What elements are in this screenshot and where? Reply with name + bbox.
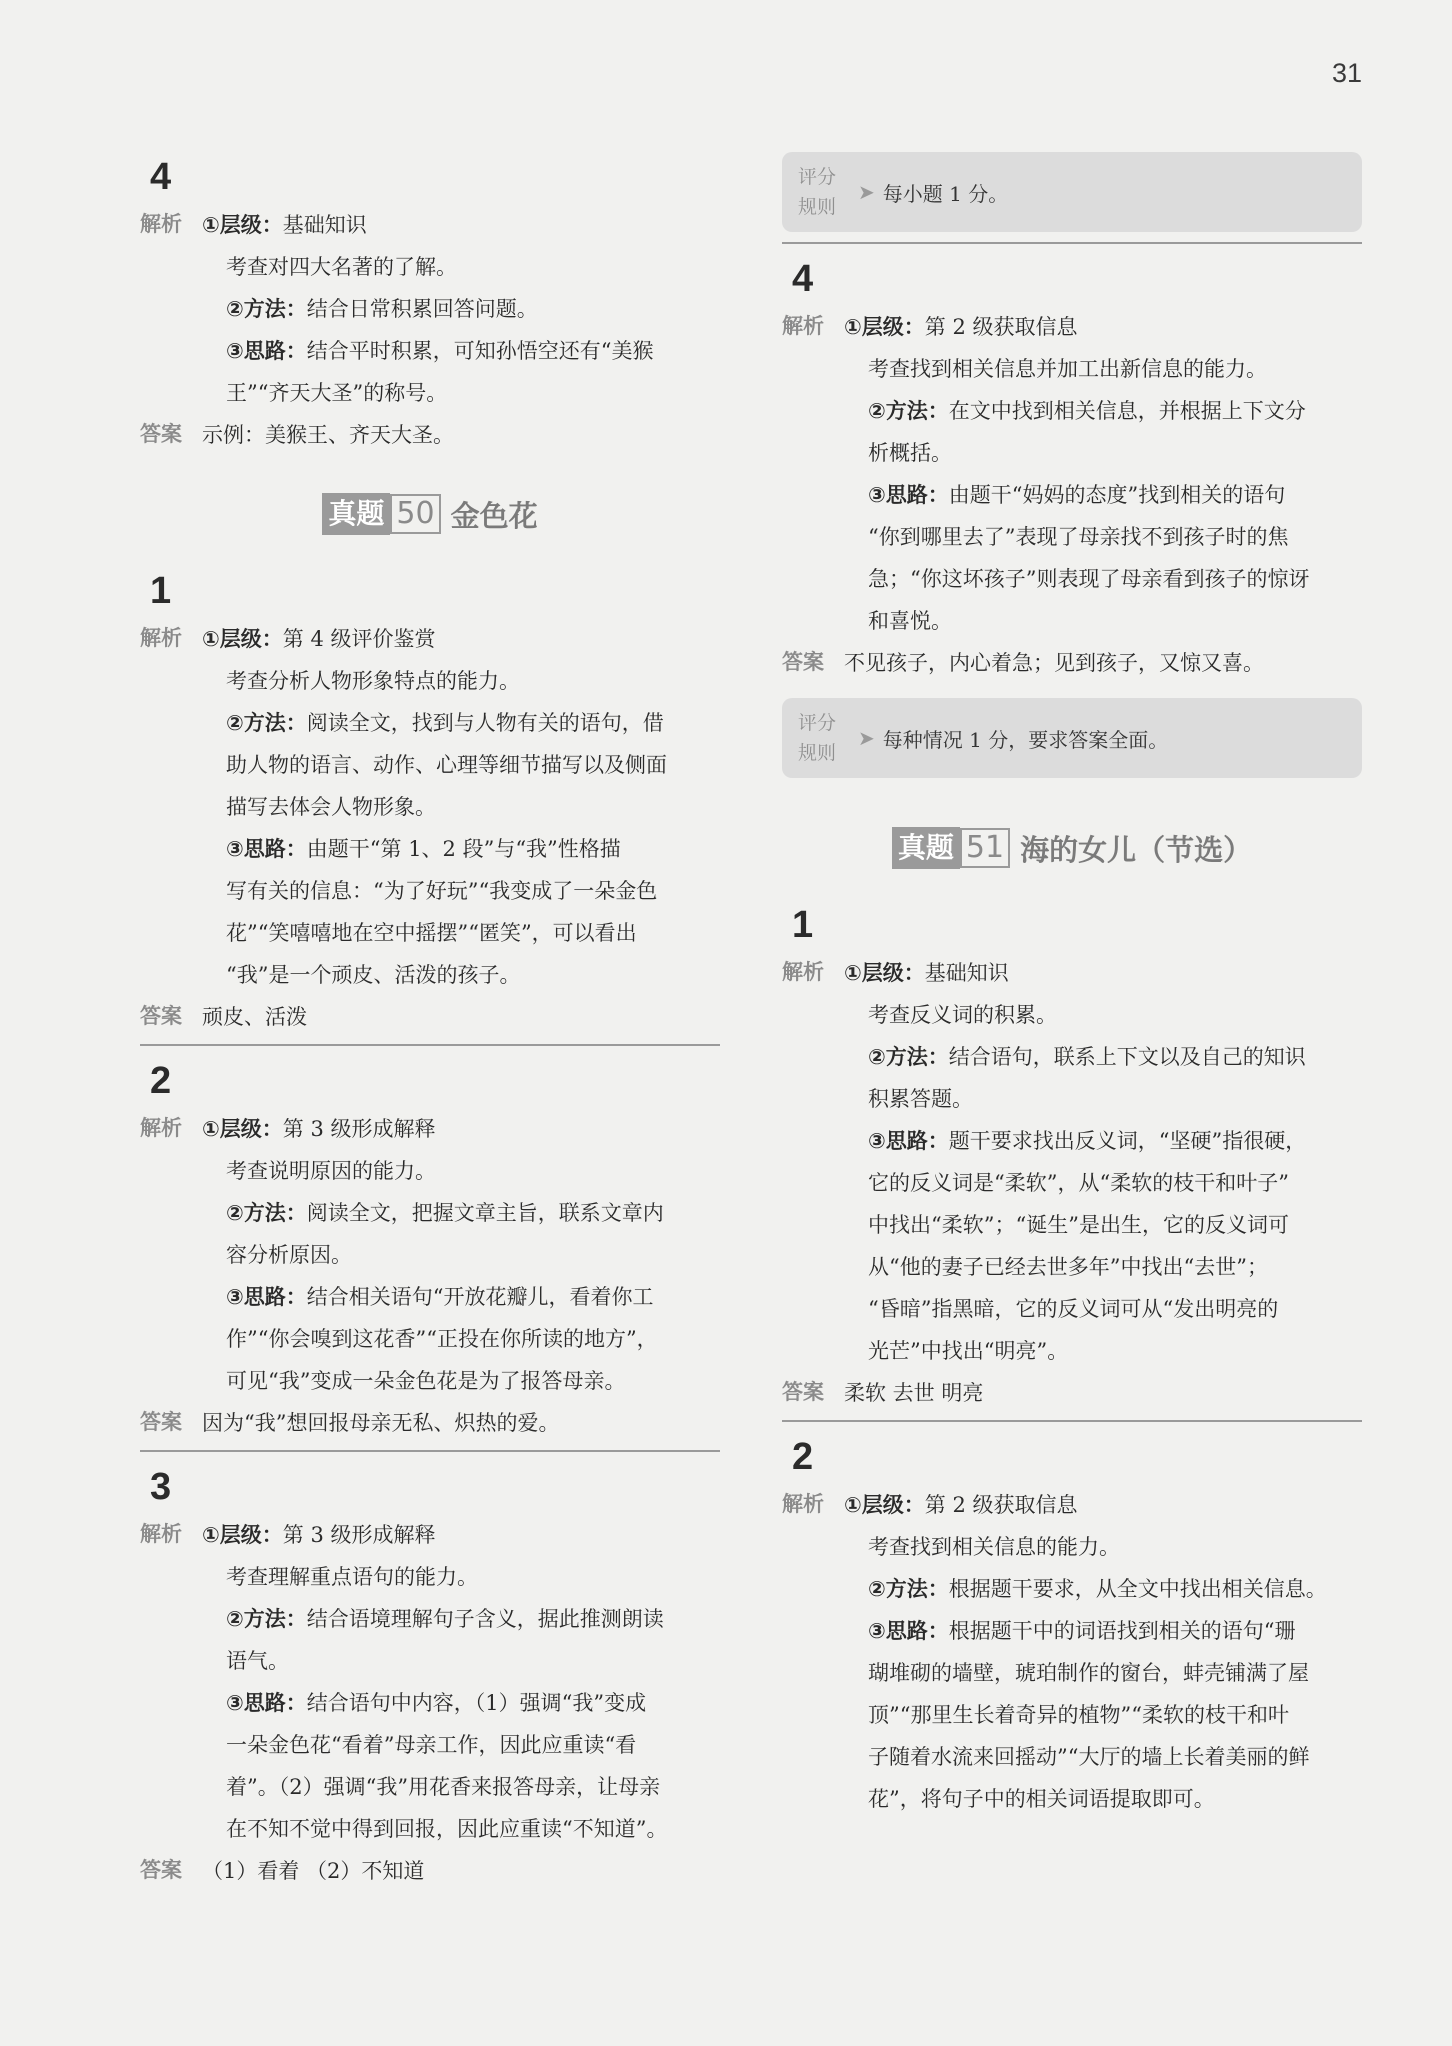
- idea-text: 王”“齐天大圣”的称号。: [226, 381, 448, 405]
- idea-label: ③思路：: [868, 1619, 949, 1643]
- method-label: ②方法：: [868, 1045, 949, 1069]
- idea-text: 在不知不觉中得到回报，因此应重读“不知道”。: [226, 1817, 668, 1841]
- answer-text: 示例：美猴王、齐天大圣。: [202, 423, 454, 447]
- scoring-label: 规则: [798, 196, 837, 218]
- section-number: 51: [960, 828, 1010, 868]
- idea-text: 从“他的妻子已经去世多年”中找出“去世”；: [868, 1255, 1268, 1279]
- answer-tag: 答案: [140, 423, 182, 446]
- question-block: [782, 902, 1362, 1422]
- idea-text: 花”，将句子中的相关词语提取即可。: [868, 1787, 1215, 1811]
- idea-text: 它的反义词是“柔软”，从“柔软的枝干和叶子”: [868, 1171, 1289, 1195]
- idea-text: 题干要求找出反义词，“坚硬”指很硬，: [948, 1129, 1307, 1153]
- idea-text: 结合相关语句“开放花瓣儿，看着你工: [306, 1285, 654, 1309]
- idea-text: 作”“你会嗅到这花香”“正投在你所读的地方”，: [226, 1327, 658, 1351]
- level-text: 第 2 级获取信息: [924, 1493, 1078, 1517]
- question-number: 2: [150, 1060, 172, 1102]
- level-text: 第 2 级获取信息: [924, 315, 1078, 339]
- idea-text: 中找出“柔软”；“诞生”是出生，它的反义词可: [868, 1213, 1289, 1237]
- level-text: 基础知识: [282, 213, 367, 237]
- method-text: 析概括。: [868, 441, 952, 465]
- level-label: ①层级：: [202, 1523, 283, 1547]
- idea-text: 由题干“妈妈的态度”找到相关的语句: [948, 483, 1286, 507]
- idea-label: ③思路：: [226, 1285, 307, 1309]
- idea-text: 由题干“第 1、2 段”与“我”性格描: [306, 837, 621, 861]
- question-block: [782, 256, 1362, 684]
- idea-label: ③思路：: [226, 339, 307, 363]
- level-desc: 考查对四大名著的了解。: [226, 255, 457, 279]
- idea-text: 可见“我”变成一朵金色花是为了报答母亲。: [226, 1369, 626, 1393]
- level-label: ①层级：: [202, 1117, 283, 1141]
- question-number: 4: [792, 258, 814, 300]
- arrow-right-icon: ➤: [858, 726, 875, 750]
- method-text: 结合日常积累回答问题。: [306, 297, 538, 321]
- idea-label: ③思路：: [868, 483, 949, 507]
- method-text: 阅读全文，找到与人物有关的语句，借: [306, 711, 664, 735]
- level-label: ①层级：: [844, 315, 925, 339]
- section-name: 金色花: [450, 498, 538, 533]
- method-text: 根据题干要求，从全文中找出相关信息。: [948, 1577, 1327, 1601]
- idea-text: “昏暗”指黑暗，它的反义词可从“发出明亮的: [868, 1297, 1279, 1321]
- scoring-rule-box: [782, 698, 1362, 778]
- idea-label: ③思路：: [226, 837, 307, 861]
- section-prefix: 真题: [892, 827, 960, 869]
- level-desc: 考查分析人物形象特点的能力。: [226, 669, 520, 693]
- question-number: 1: [150, 570, 172, 612]
- answer-text: 因为“我”想回报母亲无私、炽热的爱。: [202, 1411, 560, 1435]
- method-label: ②方法：: [226, 1201, 307, 1225]
- answer-tag: 答案: [782, 1381, 824, 1404]
- idea-text: 根据题干中的词语找到相关的语句“珊: [948, 1619, 1296, 1643]
- question-number: 2: [792, 1436, 814, 1478]
- method-label: ②方法：: [226, 297, 307, 321]
- method-label: ②方法：: [226, 711, 307, 735]
- method-label: ②方法：: [868, 399, 949, 423]
- answer-tag: 答案: [782, 651, 824, 674]
- analysis-tag: 解析: [140, 627, 182, 650]
- idea-text: 瑚堆砌的墙壁，琥珀制作的窗台，蚌壳铺满了屋: [868, 1661, 1309, 1685]
- level-label: ①层级：: [202, 627, 283, 651]
- scoring-text: 每种情况 1 分，要求答案全面。: [882, 727, 1169, 752]
- divider: [782, 1420, 1362, 1422]
- divider: [140, 1044, 720, 1046]
- question-block: [782, 1434, 1362, 1820]
- idea-text: 顶”“那里生长着奇异的植物”“柔软的枝干和叶: [868, 1703, 1289, 1727]
- method-text: 积累答题。: [868, 1087, 973, 1111]
- answer-text: 顽皮、活泼: [202, 1005, 307, 1029]
- analysis-tag: 解析: [782, 315, 824, 338]
- method-text: 结合语境理解句子含义，据此推测朗读: [306, 1607, 664, 1631]
- method-text: 描写去体会人物形象。: [226, 795, 436, 819]
- section-number: 50: [390, 494, 440, 534]
- level-desc: 考查理解重点语句的能力。: [226, 1565, 478, 1589]
- idea-text: “你到哪里去了”表现了母亲找不到孩子时的焦: [868, 525, 1289, 549]
- analysis-tag: 解析: [782, 1493, 824, 1516]
- answer-tag: 答案: [140, 1005, 182, 1028]
- section-title: [782, 818, 1362, 878]
- method-label: ②方法：: [868, 1577, 949, 1601]
- method-text: 容分析原因。: [226, 1243, 352, 1267]
- question-block: [140, 1464, 720, 1892]
- method-text: 在文中找到相关信息，并根据上下文分: [948, 399, 1306, 423]
- idea-text: 结合平时积累，可知孙悟空还有“美猴: [306, 339, 654, 363]
- idea-text: 子随着水流来回摇动”“大厅的墙上长着美丽的鲜: [868, 1745, 1310, 1769]
- answer-tag: 答案: [140, 1411, 182, 1434]
- analysis-tag: 解析: [140, 1523, 182, 1546]
- arrow-right-icon: ➤: [858, 180, 875, 204]
- level-label: ①层级：: [844, 1493, 925, 1517]
- analysis-tag: 解析: [140, 213, 182, 236]
- idea-text: “我”是一个顽皮、活泼的孩子。: [226, 963, 521, 987]
- scoring-label: 规则: [798, 742, 837, 764]
- divider: [782, 242, 1362, 244]
- idea-label: ③思路：: [226, 1691, 307, 1715]
- analysis-tag: 解析: [140, 1117, 182, 1140]
- method-text: 结合语句，联系上下文以及自己的知识: [948, 1045, 1306, 1069]
- analysis-tag: 解析: [782, 961, 824, 984]
- level-text: 基础知识: [924, 961, 1009, 985]
- page-number: 31: [1332, 58, 1363, 88]
- section-name: 海的女儿（节选）: [1020, 832, 1253, 867]
- method-label: ②方法：: [226, 1607, 307, 1631]
- idea-label: ③思路：: [868, 1129, 949, 1153]
- method-text: 语气。: [226, 1649, 289, 1673]
- section-title: [140, 484, 720, 544]
- question-number: 1: [792, 904, 814, 946]
- level-text: 第 3 级形成解释: [282, 1117, 436, 1141]
- level-desc: 考查反义词的积累。: [868, 1003, 1057, 1027]
- idea-text: 花”“笑嘻嘻地在空中摇摆”“匿笑”，可以看出: [226, 921, 637, 945]
- answer-tag: 答案: [140, 1859, 182, 1882]
- divider: [140, 1450, 720, 1452]
- left-column: [140, 148, 720, 1892]
- idea-text: 光芒”中找出“明亮”。: [868, 1339, 1069, 1363]
- answer-text: （1）看着 （2）不知道: [202, 1859, 425, 1883]
- question-block: [140, 568, 720, 1046]
- level-label: ①层级：: [202, 213, 283, 237]
- answer-text: 柔软 去世 明亮: [844, 1381, 984, 1405]
- answer-text: 不见孩子，内心着急；见到孩子，又惊又喜。: [844, 651, 1264, 675]
- idea-text: 急；“你这坏孩子”则表现了母亲看到孩子的惊讶: [868, 567, 1310, 591]
- question-number: 3: [150, 1466, 172, 1508]
- scoring-label: 评分: [798, 166, 837, 188]
- level-text: 第 3 级形成解释: [282, 1523, 436, 1547]
- idea-text: 着”。（2）强调“我”用花香来报答母亲，让母亲: [226, 1775, 661, 1799]
- method-text: 助人物的语言、动作、心理等细节描写以及侧面: [226, 753, 667, 777]
- idea-text: 写有关的信息：“为了好玩”“我变成了一朵金色: [226, 879, 658, 903]
- question-block: [140, 1058, 720, 1452]
- question-number: 4: [150, 156, 172, 198]
- level-desc: 考查说明原因的能力。: [226, 1159, 436, 1183]
- scoring-text: 每小题 1 分。: [882, 181, 1009, 206]
- level-desc: 考查找到相关信息并加工出新信息的能力。: [868, 357, 1267, 381]
- question-block: [140, 154, 720, 456]
- level-desc: 考查找到相关信息的能力。: [868, 1535, 1120, 1559]
- scoring-rule-box: [782, 152, 1362, 232]
- idea-text: 一朵金色花“看着”母亲工作，因此应重读“看: [226, 1733, 637, 1757]
- right-column: [782, 152, 1362, 1820]
- idea-text: 和喜悦。: [868, 609, 952, 633]
- method-text: 阅读全文，把握文章主旨，联系文章内: [306, 1201, 664, 1225]
- level-text: 第 4 级评价鉴赏: [282, 627, 436, 651]
- level-label: ①层级：: [844, 961, 925, 985]
- scoring-label: 评分: [798, 712, 837, 734]
- idea-text: 结合语句中内容，（1）强调“我”变成: [306, 1691, 647, 1715]
- section-prefix: 真题: [322, 493, 390, 535]
